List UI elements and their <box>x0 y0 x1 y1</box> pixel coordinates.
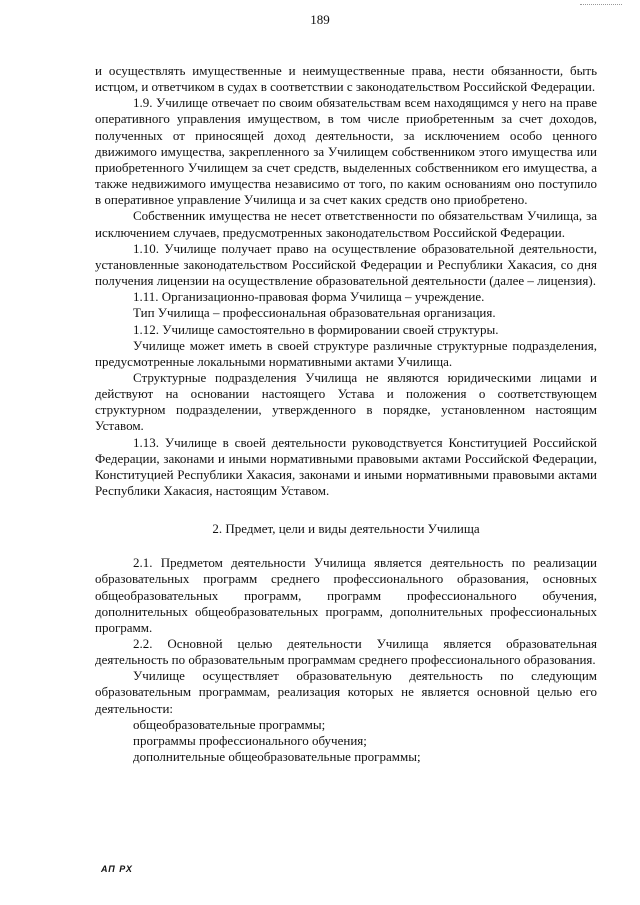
section-heading: 2. Предмет, цели и виды деятельности Училища <box>212 521 480 537</box>
paragraph: 1.10. Училище получает право на осуществление образовательной деятельности, установленные законодательством Российской Федерации и Республики Хакасия, со дня получения лицензии на осуществление образовательной деятельности (далее – лицензия). <box>95 240 597 289</box>
document-body <box>95 63 597 765</box>
footer-mark: АП РХ <box>101 864 133 874</box>
list-item: программы профессионального обучения; <box>133 732 367 748</box>
paragraph: 2.1. Предметом деятельности Училища является деятельность по реализации образовательных программ среднего профессионального образования, основных общеобразовательных программ, программ профессионального обучения, дополнительных общеобразовательных программ, дополнительных профессиональных программ. <box>95 555 597 635</box>
paragraph: 2.2. Основной целью деятельности Училища является образовательная деятельность по образовательным программам среднего профессионального образования. <box>95 636 597 668</box>
paragraph: Училище может иметь в своей структуре различные структурные подразделения, предусмотренные локальными нормативными актами Училища. <box>95 337 597 369</box>
paragraph: Училище осуществляет образовательную деятельность по следующим образовательным программам, реализация которых не является основной целью его деятельности: <box>95 668 597 716</box>
paragraph: 1.9. Училище отвечает по своим обязательствам всем находящимся у него на праве оперативного управления имуществом, в том числе приобретенным за счет доходов, полученных от приносящей доход деятельности, за исключением особо ценного движимого имущества, закрепленного за Училищем собственником этого имущества или приобретенного Училищем за счет средств, выделенных собственником его имущества, а также недвижимого имущества независимо от того, по каким основаниям оно поступило в оперативное управление Училища и за счет каких средств оно приобретено. <box>95 95 597 208</box>
paragraph: Собственник имущества не несет ответственности по обязательствам Училища, за исключением случаев, предусмотренных законодательством Российской Федерации. <box>95 208 597 240</box>
paragraph: и осуществлять имущественные и неимущественные права, нести обязанности, быть истцом, и ответчиком в судах в соответствии с законодательством Российской Федерации. <box>95 63 597 95</box>
paragraph: 1.11. Организационно-правовая форма Училища – учреждение. <box>133 289 485 305</box>
paragraph: Структурные подразделения Училища не являются юридическими лицами и действуют на основании настоящего Устава и положения о соответствующем структурном подразделении, утвержденного в порядке, установленном настоящим Уставом. <box>95 369 597 434</box>
list-item: дополнительные общеобразовательные программы; <box>133 749 421 765</box>
paragraph: 1.12. Училище самостоятельно в формировании своей структуры. <box>133 321 499 337</box>
scan-corner-mark <box>580 4 622 8</box>
list-item: общеобразовательные программы; <box>133 716 326 732</box>
page-number: 189 <box>310 12 330 27</box>
paragraph: Тип Училища – профессиональная образовательная организация. <box>133 305 496 321</box>
paragraph: 1.13. Училище в своей деятельности руководствуется Конституцией Российской Федерации, законами и иными нормативными правовыми актами Российской Федерации, Конституцией Республики Хакасия, законами и иными нормативными правовыми актами Республики Хакасия, настоящим Уставом. <box>95 434 597 499</box>
